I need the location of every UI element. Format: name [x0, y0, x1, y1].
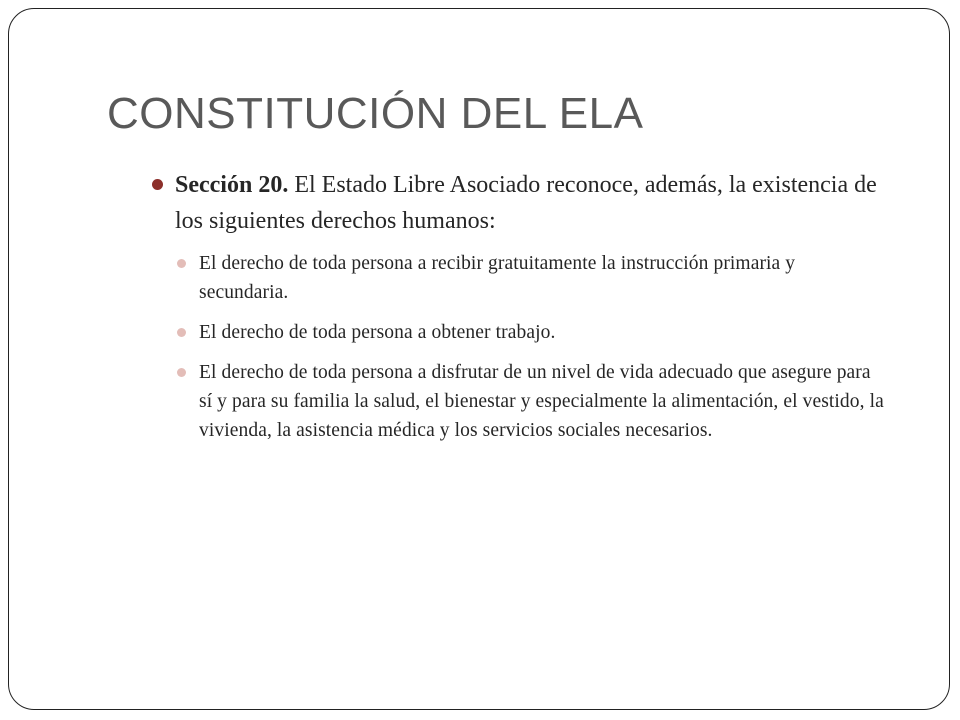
- main-point-text: El Estado Libre Asociado reconoce, además, la existencia de los siguientes derechos humanos:: [175, 172, 877, 234]
- bullet-dot-icon: [152, 179, 163, 190]
- slide-title: CONSTITUCIÓN DEL ELA: [107, 89, 644, 138]
- sub-bullet-item: [170, 318, 886, 347]
- section-label: Sección 20.: [175, 172, 289, 198]
- main-bullet-point: [146, 167, 886, 239]
- sub-bullet-dot-icon: [177, 328, 186, 337]
- sub-bullet-dot-icon: [177, 368, 186, 377]
- sub-bullet-text: El derecho de toda persona a recibir gratuitamente la instrucción primaria y secundaria.: [199, 253, 796, 303]
- sub-bullet-text: El derecho de toda persona a obtener trabajo.: [199, 322, 556, 343]
- sub-bullet-list: [146, 249, 886, 445]
- slide-frame: [8, 8, 950, 710]
- slide-content: [146, 167, 886, 456]
- sub-bullet-item: [170, 249, 886, 307]
- sub-bullet-dot-icon: [177, 259, 186, 268]
- sub-bullet-text: El derecho de toda persona a disfrutar de un nivel de vida adecuado que asegure para sí y para su familia la salud, el bienestar y especialmente la alimentación, el vestido, la vivienda, la asistencia médica y los servicios sociales necesarios.: [199, 362, 884, 441]
- sub-bullet-item: [170, 358, 886, 445]
